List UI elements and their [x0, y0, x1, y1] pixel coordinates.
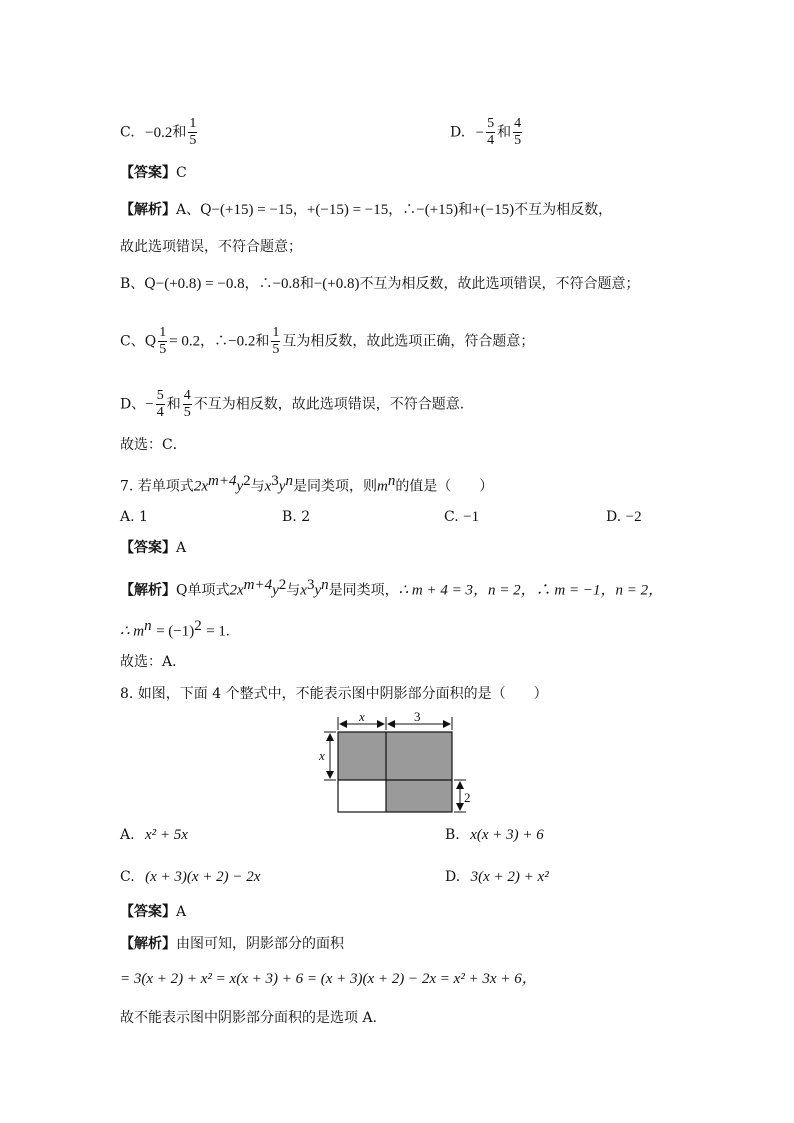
fraction: $\frac{1}{5}$	[189, 116, 197, 148]
q6-analysis-line-3: B、Q−(+0.8) = −0.8，∴−0.8和−(+0.8)不互为相反数，故此选项错误，不符合题意；	[120, 276, 640, 292]
q7-option-d: D. −2	[606, 509, 642, 525]
label-x-left: x	[319, 748, 325, 763]
q8-analysis-line-1: 【解析】由图可知，阴影部分的面积	[120, 936, 344, 952]
q8-analysis-line-2: = 3(x + 2) + x² = x(x + 3) + 6 = (x + 3)(x + 2) − 2x = x² + 3x + 6，	[120, 971, 537, 987]
q6-answer: 【答案】C	[120, 165, 187, 181]
shaded-square-x	[338, 732, 386, 780]
q7-choose: 故选：A．	[120, 654, 187, 670]
fraction: $\frac{4}{5}$	[514, 116, 522, 148]
q8-stem: 8. 如图，下面 4 个整式中，不能表示图中阴影部分面积的是（ ）	[120, 686, 548, 702]
q7-option-c: C. −1	[444, 509, 480, 525]
q8-option-a: A. x² + 5x	[120, 827, 188, 843]
fraction: $\frac{4}{5}$	[183, 388, 191, 420]
q6-analysis-line-2: 故此选项错误，不符合题意；	[120, 239, 302, 255]
label-3: 3	[414, 710, 421, 724]
q6-option-d: D. − $\frac{5}{4}$ 和 $\frac{4}{5}$	[450, 116, 522, 148]
q7-option-a: A. 1	[120, 509, 148, 525]
q8-option-d: D. 3(x + 2) + x²	[445, 869, 549, 885]
q6-analysis-line-4: C、Q $\frac{1}{5}$ = 0.2，∴−0.2和 $\frac{1}{5}$ 互为相反数，故此选项正确，符合题意；	[120, 325, 535, 357]
shaded-rect-3x	[386, 732, 452, 780]
label-x-top: x	[359, 710, 365, 724]
q6-analysis-line-1: 【解析】A、Q−(+15) = −15，+(−15) = −15，∴−(+15)和+(−15)不互为相反数，	[120, 202, 613, 218]
fraction: $\frac{5}{4}$	[156, 388, 164, 420]
fraction: $\frac{1}{5}$	[159, 325, 167, 357]
q7-answer: 【答案】A	[120, 540, 187, 556]
q6-analysis-line-5: D、− $\frac{5}{4}$ 和 $\frac{4}{5}$ 不互为相反数，故此选项错误，不符合题意.	[120, 388, 465, 420]
q8-answer: 【答案】A	[120, 904, 187, 920]
label-2: 2	[464, 790, 471, 805]
q6-choose: 故选：C．	[120, 437, 187, 453]
white-rect-x2	[338, 780, 386, 812]
area-figure	[310, 710, 480, 820]
q6-option-c: C. −0.2和 $\frac{1}{5}$	[120, 116, 197, 148]
q7-analysis-line-2: ∴ $m^n = (-1)^2 = 1$.	[120, 618, 230, 640]
q8-analysis-line-3: 故不能表示图中阴影部分面积的是选项 A.	[120, 1010, 378, 1026]
q8-option-c: C. (x + 3)(x + 2) − 2x	[120, 869, 261, 885]
shaded-rect-3x2	[386, 780, 452, 812]
q7-analysis-line-1: 【解析】Q单项式$2x^{m+4}y^2$与$x^3y^n$是同类项，∴ m + 4 = 3，n = 2，∴ m = −1，n = 2，	[120, 577, 664, 599]
fraction: $\frac{1}{5}$	[272, 325, 280, 357]
q7-stem: 7. 若单项式$2x^{m+4}y^2$与$x^3y^n$是同类项，则$m^n$的值是（ ）	[120, 473, 494, 495]
fraction: $\frac{5}{4}$	[487, 116, 495, 148]
q8-option-b: B. x(x + 3) + 6	[445, 827, 544, 843]
q7-option-b: B. 2	[282, 509, 311, 525]
